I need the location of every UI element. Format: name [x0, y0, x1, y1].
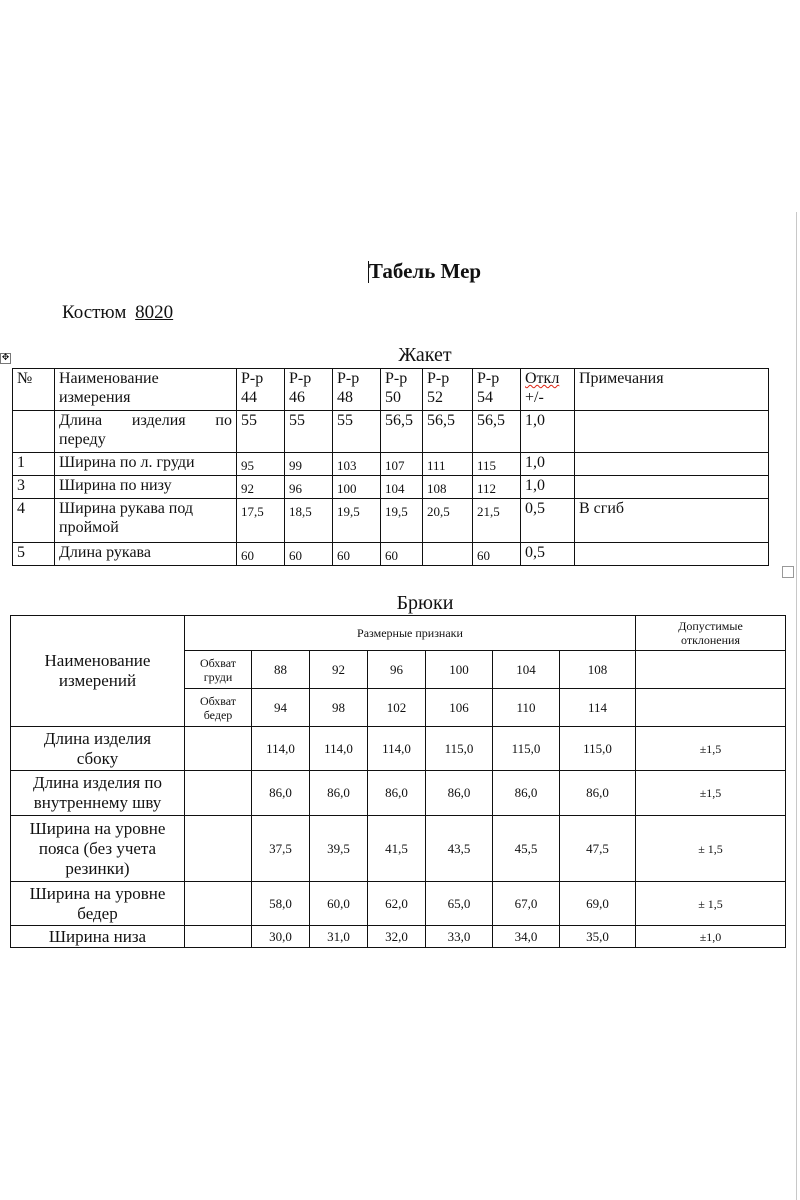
cell-value: 100 — [333, 476, 381, 499]
hip-size: 114 — [560, 689, 636, 727]
jacket-header-row — [13, 369, 769, 411]
trousers-caption: Брюки — [396, 592, 454, 614]
header-num: № — [13, 369, 55, 411]
cell-value: 60 — [381, 543, 423, 566]
hip-size: 94 — [252, 689, 310, 727]
page-title: Табель Мер — [368, 259, 482, 283]
row-name: Ширина на уровне бедер — [11, 882, 185, 926]
table-row — [13, 476, 769, 499]
cell-value: 69,0 — [560, 882, 636, 926]
cell-value: 60 — [237, 543, 285, 566]
header-tolerance: Допустимые отклонения — [636, 616, 786, 651]
cell-value: 115 — [473, 453, 521, 476]
chest-size: 108 — [560, 651, 636, 689]
cell-value: 58,0 — [252, 882, 310, 926]
cell-value: 41,5 — [368, 816, 426, 882]
cell-tolerance: ± 1,5 — [636, 882, 786, 926]
cell-value: 62,0 — [368, 882, 426, 926]
cell-value: 114,0 — [368, 727, 426, 771]
cell-value: 37,5 — [252, 816, 310, 882]
row-name: Длина изделия сбоку — [11, 727, 185, 771]
empty-cell — [636, 689, 786, 727]
hip-size: 102 — [368, 689, 426, 727]
cell-value: 86,0 — [560, 771, 636, 816]
row-name: Ширина на уровне пояса (без учета резинки) — [11, 816, 185, 882]
cell-deviation: 1,0 — [521, 453, 575, 476]
chest-size: 92 — [310, 651, 368, 689]
cell-value: 86,0 — [252, 771, 310, 816]
header-size-54: Р-р 54 — [473, 369, 521, 411]
header-name: Наименование измерений — [11, 616, 185, 727]
row-name: Ширина низа — [11, 926, 185, 948]
cell-value: 19,5 — [333, 499, 381, 543]
trousers-header-row — [11, 616, 786, 651]
cell-value: 86,0 — [493, 771, 560, 816]
header-notes: Примечания — [575, 369, 769, 411]
cell-value: 115,0 — [493, 727, 560, 771]
row-name: Длина рукава — [55, 543, 237, 566]
cell-value: 20,5 — [423, 499, 473, 543]
cell-value: 33,0 — [426, 926, 493, 948]
row-name: Длина изделия по переду — [55, 411, 237, 453]
cell-tolerance: ± 1,5 — [636, 816, 786, 882]
cell-value: 18,5 — [285, 499, 333, 543]
cell-value: 56,5 — [423, 411, 473, 453]
cell-value: 55 — [333, 411, 381, 453]
cell-value: 30,0 — [252, 926, 310, 948]
row-name: Ширина по л. груди — [55, 453, 237, 476]
chest-label: Обхват груди — [185, 651, 252, 689]
row-num: 5 — [13, 543, 55, 566]
table-row — [11, 771, 786, 816]
row-name: Ширина рукава под проймой — [55, 499, 237, 543]
cell-value: 103 — [333, 453, 381, 476]
cell-note — [575, 411, 769, 453]
cell-tolerance: ±1,5 — [636, 771, 786, 816]
table-row — [13, 499, 769, 543]
chest-size: 100 — [426, 651, 493, 689]
table-row — [11, 882, 786, 926]
hip-size: 106 — [426, 689, 493, 727]
cell-value: 86,0 — [310, 771, 368, 816]
cell-note — [575, 476, 769, 499]
cell-value: 55 — [237, 411, 285, 453]
cell-value: 111 — [423, 453, 473, 476]
cell-value: 112 — [473, 476, 521, 499]
row-name: Длина изделия по внутреннему шву — [11, 771, 185, 816]
empty-cell — [185, 882, 252, 926]
empty-cell — [185, 771, 252, 816]
row-num — [13, 411, 55, 453]
header-size-48: Р-р 48 — [333, 369, 381, 411]
header-size-50: Р-р 50 — [381, 369, 423, 411]
cell-value: 115,0 — [426, 727, 493, 771]
row-num: 4 — [13, 499, 55, 543]
cell-value: 67,0 — [493, 882, 560, 926]
cell-value: 60 — [285, 543, 333, 566]
empty-cell — [185, 926, 252, 948]
cell-value: 34,0 — [493, 926, 560, 948]
hip-size: 110 — [493, 689, 560, 727]
row-resize-handle[interactable] — [782, 566, 794, 578]
cell-deviation: 1,0 — [521, 476, 575, 499]
header-size-group: Размерные признаки — [185, 616, 636, 651]
cell-note — [575, 453, 769, 476]
cell-value: 86,0 — [368, 771, 426, 816]
table-row — [13, 453, 769, 476]
table-row — [11, 816, 786, 882]
product-label: Костюм — [62, 302, 127, 323]
cell-value: 17,5 — [237, 499, 285, 543]
hip-size: 98 — [310, 689, 368, 727]
cell-deviation: 0,5 — [521, 543, 575, 566]
header-deviation: Откл +/- — [521, 369, 575, 411]
product-number: 8020 — [135, 302, 174, 323]
cell-value: 86,0 — [426, 771, 493, 816]
table-row — [11, 926, 786, 948]
empty-cell — [636, 651, 786, 689]
table-row — [13, 543, 769, 566]
cell-value: 99 — [285, 453, 333, 476]
trousers-table — [10, 615, 786, 948]
cell-value: 107 — [381, 453, 423, 476]
table-row — [13, 411, 769, 453]
cell-value: 55 — [285, 411, 333, 453]
cell-value: 95 — [237, 453, 285, 476]
cell-value: 43,5 — [426, 816, 493, 882]
cell-value: 60 — [473, 543, 521, 566]
cell-value: 114,0 — [310, 727, 368, 771]
cell-value: 56,5 — [381, 411, 423, 453]
chest-size: 88 — [252, 651, 310, 689]
row-num: 1 — [13, 453, 55, 476]
header-size-46: Р-р 46 — [285, 369, 333, 411]
chest-size: 104 — [493, 651, 560, 689]
cell-value: 115,0 — [560, 727, 636, 771]
cell-value: 47,5 — [560, 816, 636, 882]
cell-value: 45,5 — [493, 816, 560, 882]
cell-value: 60,0 — [310, 882, 368, 926]
header-size-44: Р-р 44 — [237, 369, 285, 411]
header-name: Наименование измерения — [55, 369, 237, 411]
product-line — [62, 302, 173, 324]
jacket-table — [12, 368, 769, 566]
cell-deviation: 0,5 — [521, 499, 575, 543]
jacket-caption: Жакет — [398, 344, 452, 366]
cell-value: 39,5 — [310, 816, 368, 882]
cell-value: 104 — [381, 476, 423, 499]
empty-cell — [185, 816, 252, 882]
cell-value: 31,0 — [310, 926, 368, 948]
cell-value: 35,0 — [560, 926, 636, 948]
cell-value: 19,5 — [381, 499, 423, 543]
empty-cell — [185, 727, 252, 771]
cell-value: 96 — [285, 476, 333, 499]
cell-deviation: 1,0 — [521, 411, 575, 453]
row-num: 3 — [13, 476, 55, 499]
cell-tolerance: ±1,5 — [636, 727, 786, 771]
row-name: Ширина по низу — [55, 476, 237, 499]
chest-size: 96 — [368, 651, 426, 689]
table-row — [11, 727, 786, 771]
cell-value: 56,5 — [473, 411, 521, 453]
cell-value: 114,0 — [252, 727, 310, 771]
cell-value: 21,5 — [473, 499, 521, 543]
table-move-handle-icon[interactable]: ✥ — [1, 353, 10, 363]
cell-value: 92 — [237, 476, 285, 499]
cell-value: 32,0 — [368, 926, 426, 948]
cell-value: 60 — [333, 543, 381, 566]
cell-value: 108 — [423, 476, 473, 499]
cell-tolerance: ±1,0 — [636, 926, 786, 948]
header-size-52: Р-р 52 — [423, 369, 473, 411]
cell-note: В сгиб — [575, 499, 769, 543]
cell-note — [575, 543, 769, 566]
cell-value: 65,0 — [426, 882, 493, 926]
cell-value — [423, 543, 473, 566]
hip-label: Обхват бедер — [185, 689, 252, 727]
